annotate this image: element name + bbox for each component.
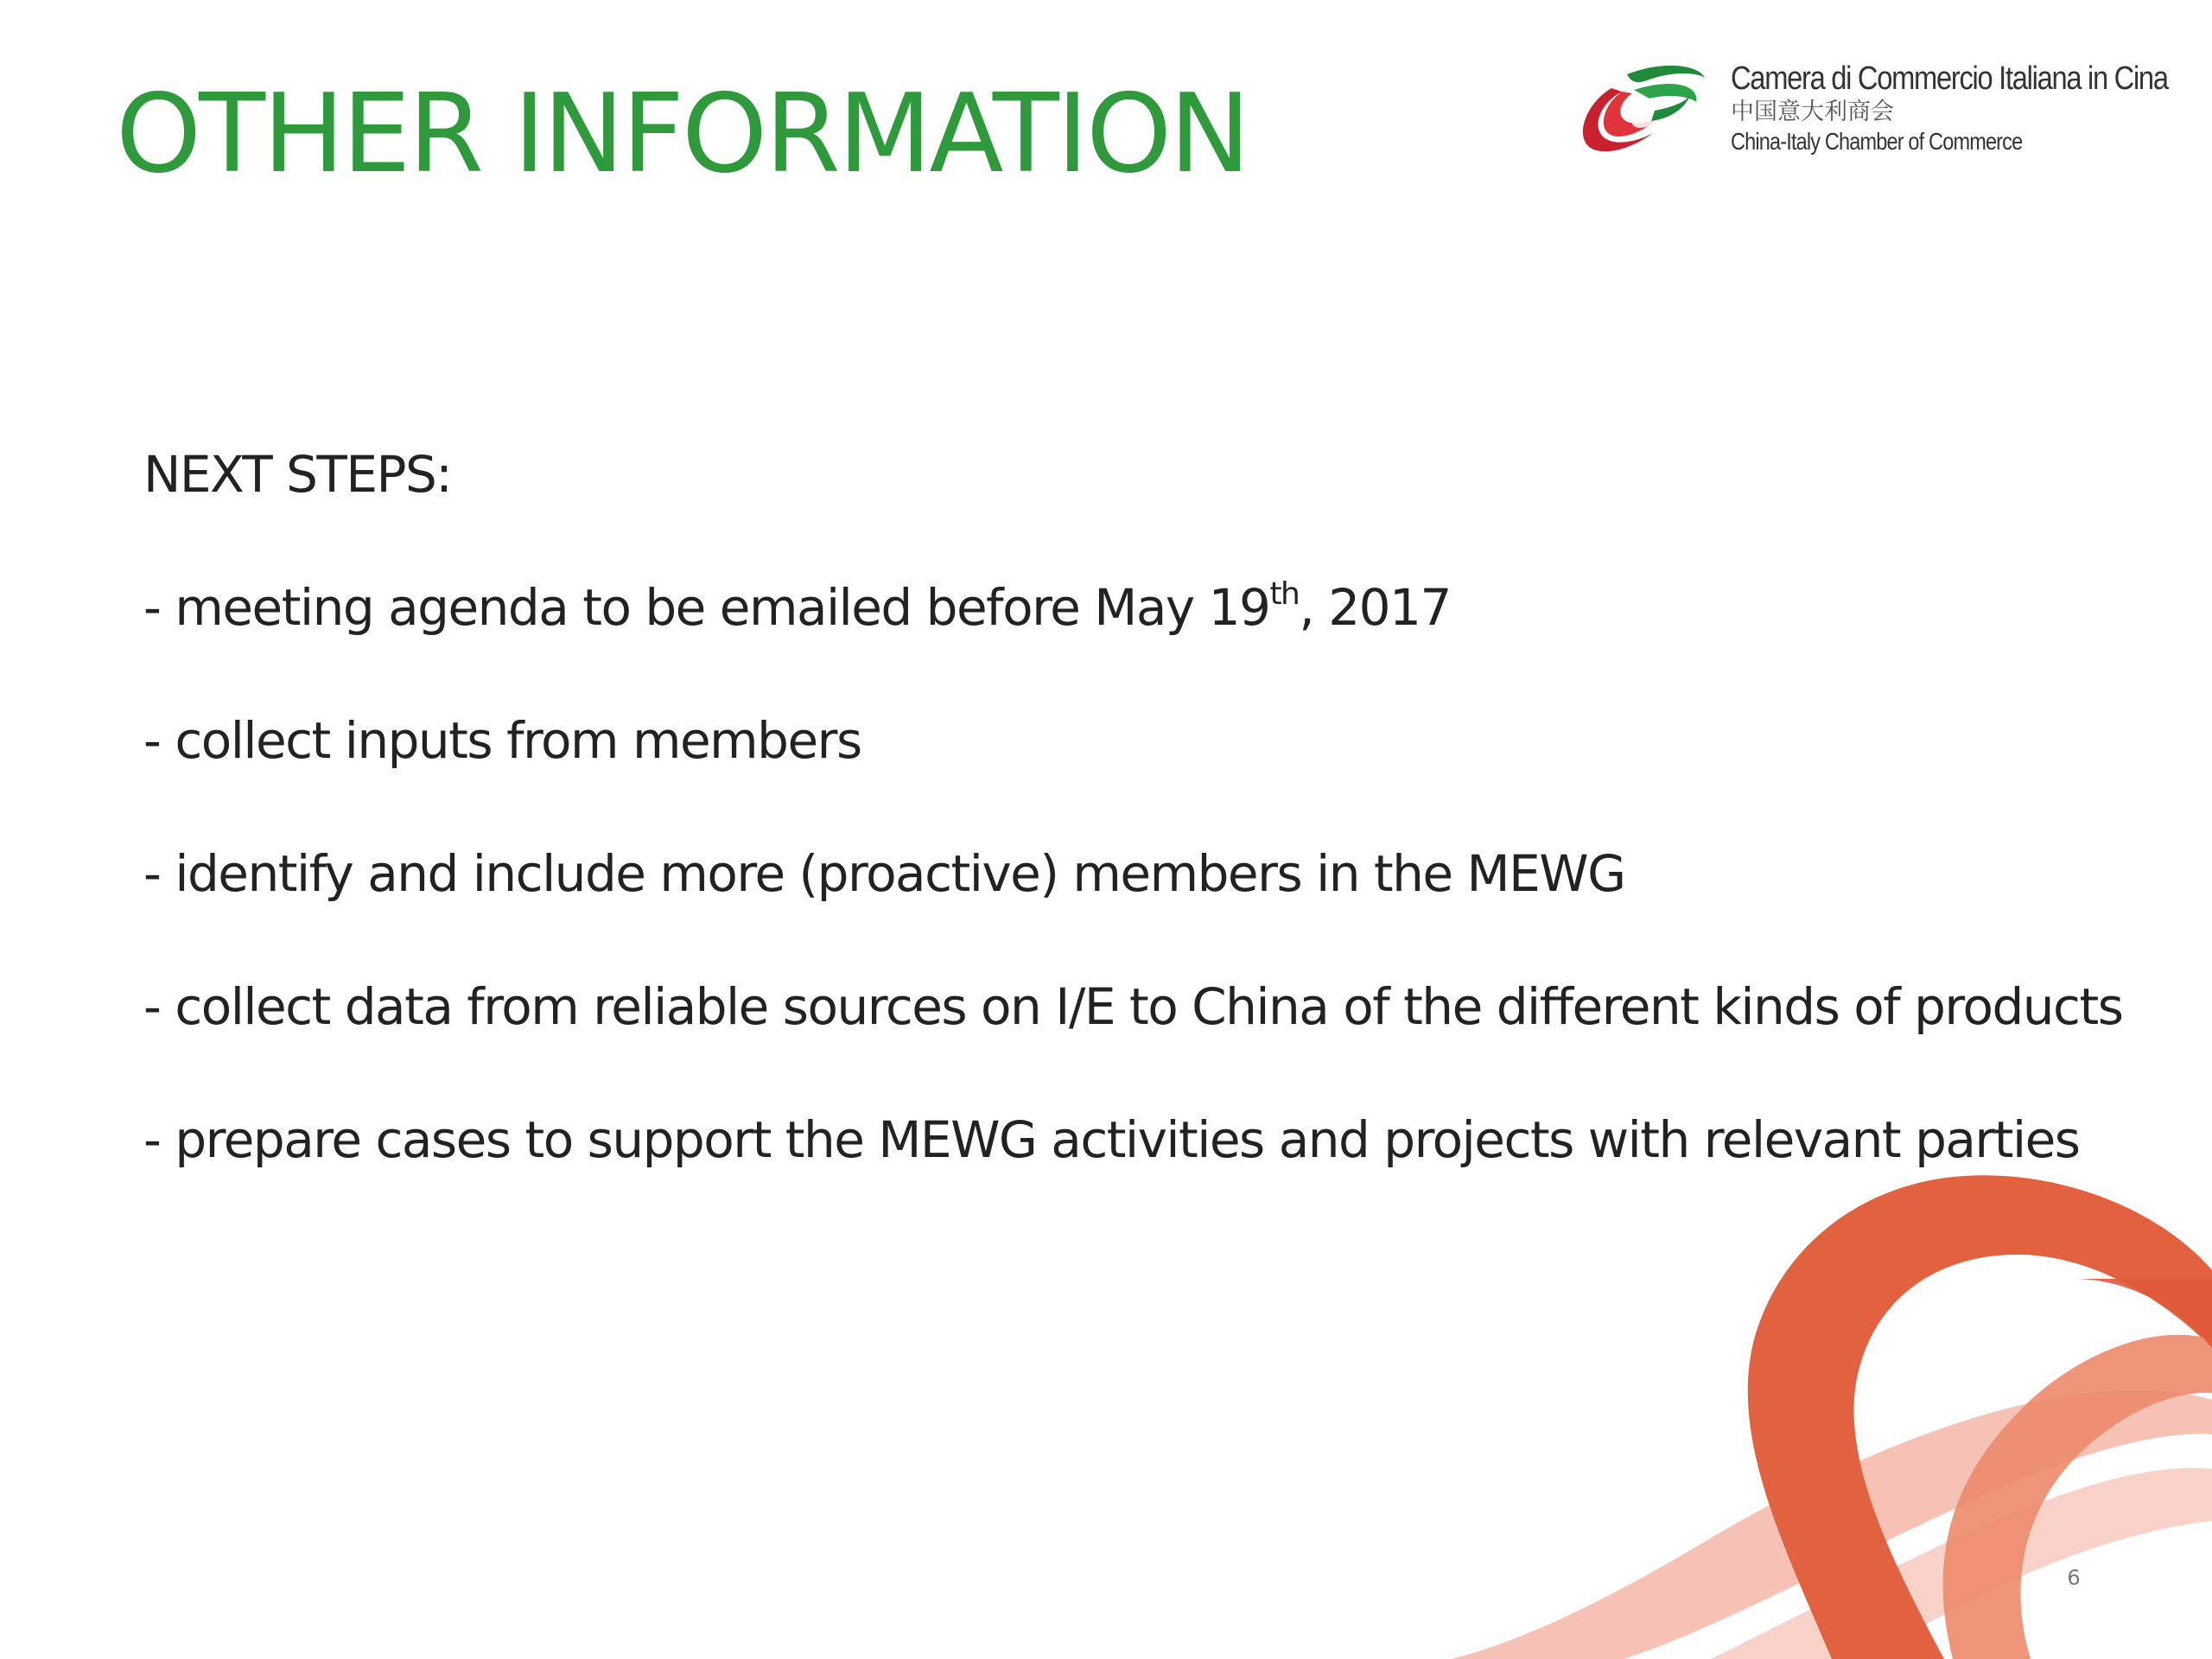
next-steps-heading: NEXT STEPS: bbox=[143, 445, 452, 504]
list-item-text: - meeting agenda to be emailed before May 19 bbox=[143, 578, 1270, 637]
list-item-text: - prepare cases to support the MEWG activities and projects with relevant parties bbox=[143, 1110, 2080, 1169]
list-item-superscript: th bbox=[1269, 575, 1300, 612]
list-item-text: - collect data from reliable sources on I/E to China of the different kinds of products bbox=[143, 977, 2123, 1036]
list-item-text: - collect inputs from members bbox=[143, 711, 861, 770]
list-item-text-after: , 2017 bbox=[1299, 578, 1451, 637]
chamber-logo bbox=[1577, 54, 2168, 175]
next-steps-section bbox=[143, 438, 2122, 1176]
list-item bbox=[143, 704, 2122, 777]
list-item bbox=[143, 837, 2122, 910]
logo-name-chinese: 中国意大利商会 bbox=[1731, 99, 1894, 125]
logo-name-italian: Camera di Commercio Italiana in Cina bbox=[1731, 60, 2168, 97]
page-number: 6 bbox=[2067, 1566, 2081, 1590]
chamber-of-commerce-logo-icon bbox=[1577, 59, 1707, 161]
logo-text bbox=[1731, 59, 2212, 157]
slide-title: OTHER INFORMATION bbox=[116, 70, 1249, 197]
list-item-text: - identify and include more (proactive) members in the MEWG bbox=[143, 844, 1625, 903]
logo-name-english: China-Italy Chamber of Commerce bbox=[1731, 128, 2023, 155]
next-steps-list bbox=[143, 571, 2122, 1176]
list-item bbox=[143, 571, 2122, 644]
list-item bbox=[143, 1103, 2122, 1176]
list-item bbox=[143, 970, 2122, 1043]
